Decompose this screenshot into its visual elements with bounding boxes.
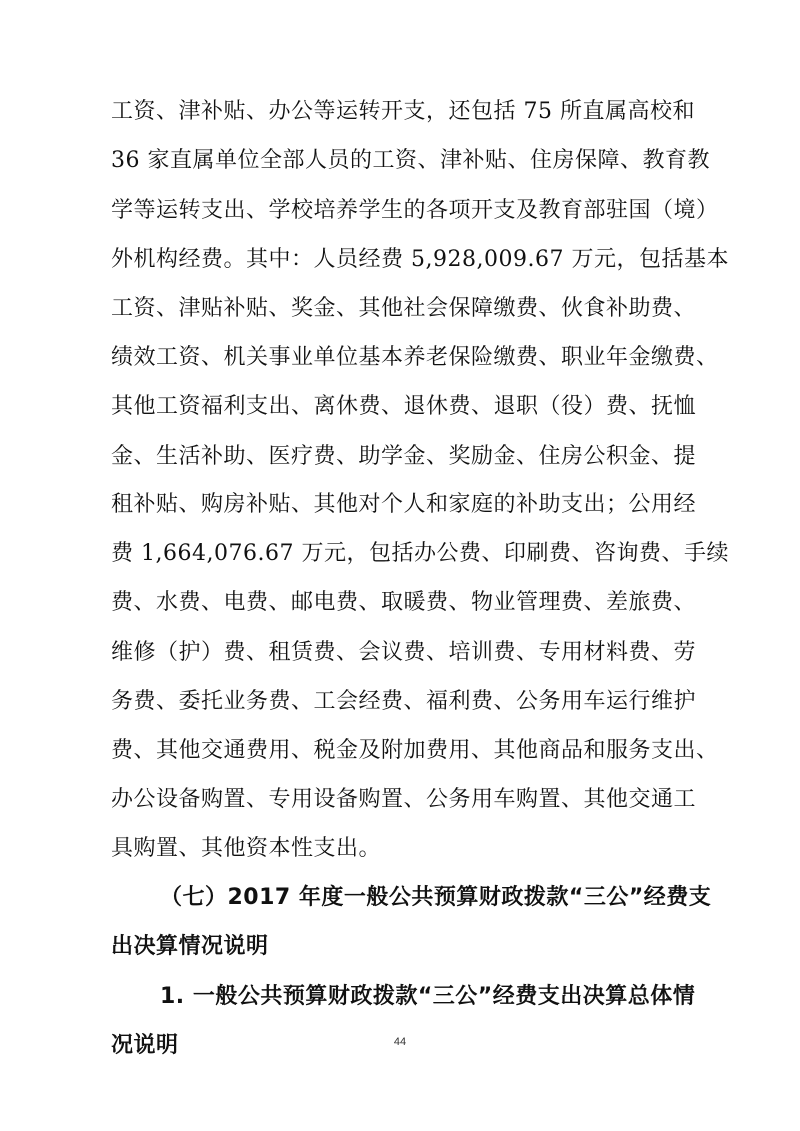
body-text-line: 其他工资福利支出、离休费、退休费、退职（役）费、抚恤 [111,394,697,419]
body-text-line: 费 1,664,076.67 万元，包括办公费、印刷费、咨询费、手续 [111,541,729,566]
body-text-line: 学等运转支出、学校培养学生的各项开支及教育部驻国（境） [111,198,719,223]
body-text-line: 金、生活补助、医疗费、助学金、奖励金、住房公积金、提 [111,444,697,469]
body-text-line: 费、其他交通费用、税金及附加费用、其他商品和服务支出、 [111,738,719,763]
body-text-line: 外机构经费。其中：人员经费 5,928,009.67 万元，包括基本 [111,247,729,272]
body-text-line: 务费、委托业务费、工会经费、福利费、公务用车运行维护 [111,689,697,714]
subsection-heading: 1. 一般公共预算财政拨款“三公”经费支出决算总体情 [160,984,696,1009]
body-text-line: 费、水费、电费、邮电费、取暖费、物业管理费、差旅费、 [111,590,697,615]
section-heading: （七）2017 年度一般公共预算财政拨款“三公”经费支 [160,885,712,910]
body-text-line: 36 家直属单位全部人员的工资、津补贴、住房保障、教育教 [111,148,710,173]
body-text-line-last: 具购置、其他资本性支出。 [111,836,382,861]
body-text-line: 工资、津补贴、办公等运转开支，还包括 75 所直属高校和 [111,99,695,124]
body-text-line: 维修（护）费、租赁费、会议费、培训费、专用材料费、劳 [111,640,697,665]
body-text-line: 工资、津贴补贴、奖金、其他社会保障缴费、伙食补助费、 [111,296,697,321]
body-text-line: 租补贴、购房补贴、其他对个人和家庭的补助支出；公用经 [111,492,697,517]
page-number: 44 [393,1036,407,1048]
subsection-heading-continued: 况说明 [111,1033,179,1058]
body-text-line: 绩效工资、机关事业单位基本养老保险缴费、职业年金缴费、 [111,345,719,370]
section-heading-continued: 出决算情况说明 [111,934,269,959]
body-text-line: 办公设备购置、专用设备购置、公务用车购置、其他交通工 [111,787,697,812]
